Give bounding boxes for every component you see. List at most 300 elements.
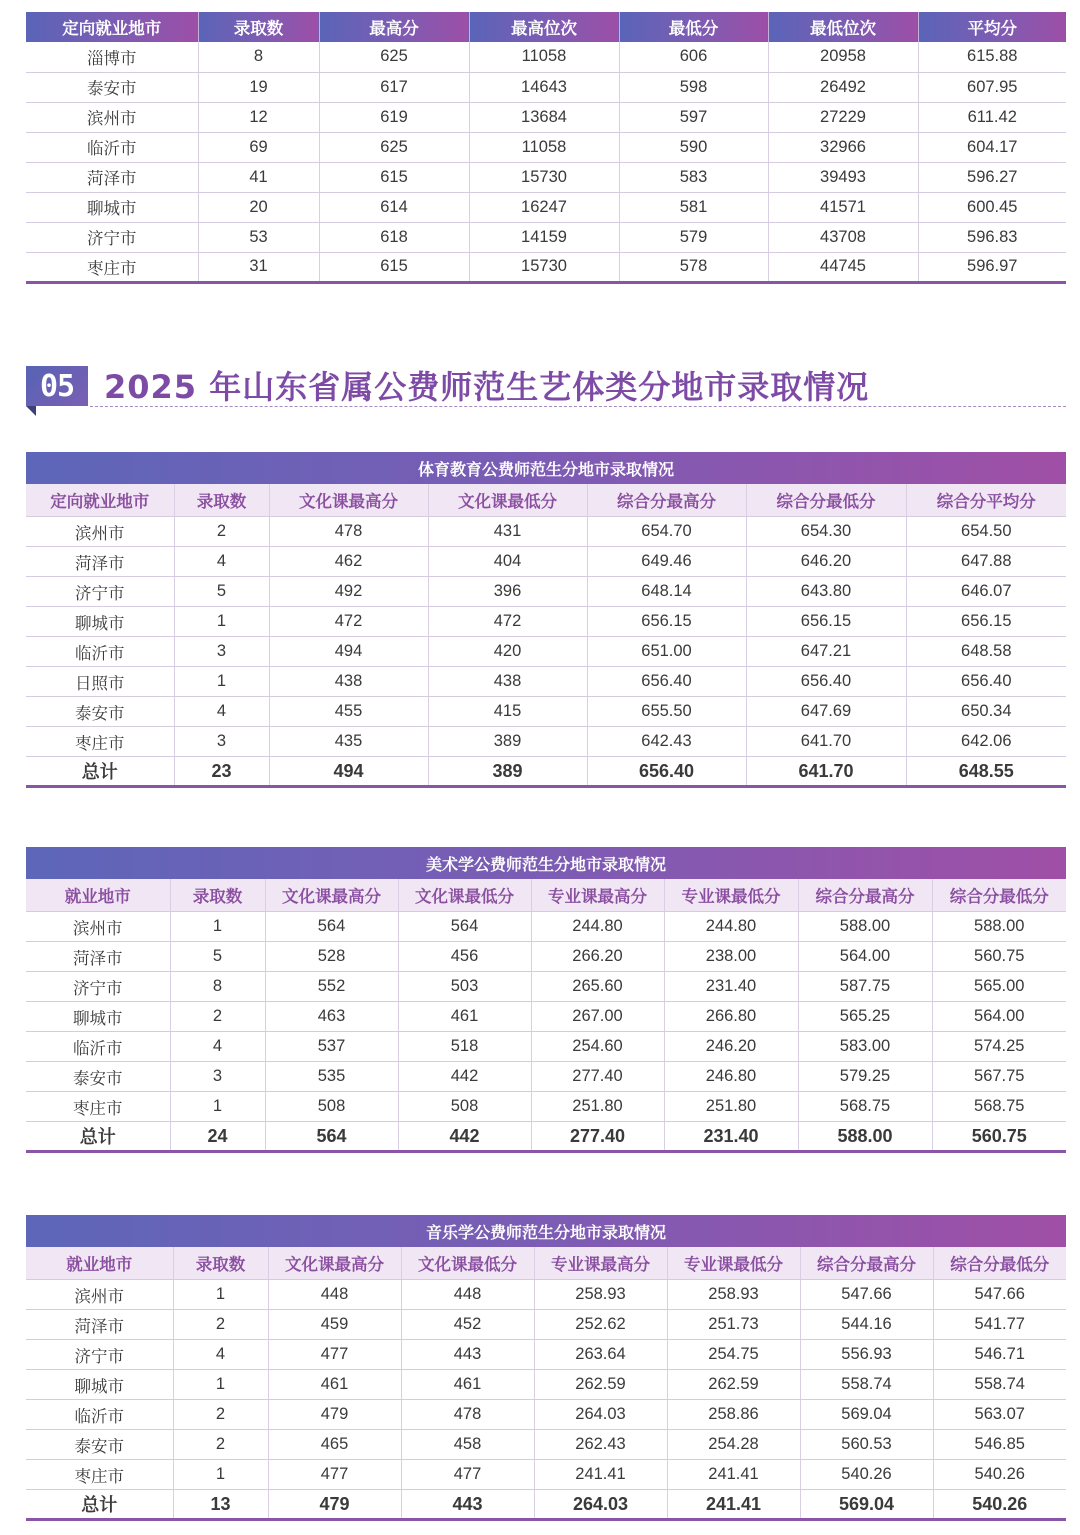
table-header-row [26,12,1066,42]
table-cell: 435 [269,727,428,757]
table-cell: 济宁市 [26,1340,173,1370]
table-row [26,252,1066,282]
table-cell: 656.15 [906,607,1066,637]
table-cell: 492 [269,577,428,607]
table-cell: 604.17 [918,132,1066,162]
table-cell: 滨州市 [26,517,174,547]
table-cell: 31 [198,252,319,282]
table-cell: 518 [398,1032,531,1062]
total-cell: 641.70 [746,757,906,787]
column-header: 最低分 [619,12,768,42]
total-cell: 443 [401,1490,534,1520]
total-cell: 564 [265,1122,398,1152]
total-row [26,1122,1066,1152]
table-cell: 560.75 [932,942,1066,972]
table-cell: 11058 [469,42,619,72]
column-header: 综合分最高分 [798,879,932,912]
total-cell: 656.40 [587,757,746,787]
table-cell: 1 [174,607,269,637]
total-cell: 277.40 [531,1122,664,1152]
table-cell: 656.15 [587,607,746,637]
total-cell: 560.75 [932,1122,1066,1152]
table-cell: 258.86 [667,1400,800,1430]
admission-table-music [26,1215,1066,1521]
table-cell: 583.00 [798,1032,932,1062]
column-header: 专业课最高分 [531,879,664,912]
column-header: 录取数 [174,484,269,517]
total-cell: 648.55 [906,757,1066,787]
table-header-row [26,879,1066,912]
table-cell: 565.00 [932,972,1066,1002]
table-row [26,697,1066,727]
table-cell: 258.93 [534,1280,667,1310]
column-header: 综合分最低分 [932,879,1066,912]
table-cell: 菏泽市 [26,162,198,192]
table-row [26,1092,1066,1122]
table-cell: 459 [268,1310,401,1340]
column-header: 专业课最低分 [667,1247,800,1280]
table-cell: 590 [619,132,768,162]
table-cell: 648.14 [587,577,746,607]
table-cell: 478 [401,1400,534,1430]
table-cell: 菏泽市 [26,942,170,972]
column-header: 最高位次 [469,12,619,42]
table-cell: 临沂市 [26,132,198,162]
badge-fold-decoration [26,406,36,416]
table-cell: 41 [198,162,319,192]
table-title: 音乐学公费师范生分地市录取情况 [26,1215,1066,1247]
table-row [26,667,1066,697]
table-cell: 262.59 [667,1370,800,1400]
table-cell: 2 [173,1430,268,1460]
total-cell: 479 [268,1490,401,1520]
table-cell: 12 [198,102,319,132]
table-cell: 541.77 [933,1310,1066,1340]
table-row [26,1430,1066,1460]
table-cell: 647.21 [746,637,906,667]
table-cell: 606 [619,42,768,72]
column-header: 综合分平均分 [906,484,1066,517]
table-cell: 477 [268,1340,401,1370]
table-row [26,192,1066,222]
table-cell: 临沂市 [26,1032,170,1062]
column-header: 专业课最低分 [664,879,798,912]
column-header: 录取数 [173,1247,268,1280]
table-cell: 241.41 [667,1460,800,1490]
table-cell: 588.00 [932,912,1066,942]
column-header: 最高分 [319,12,469,42]
table-cell: 647.69 [746,697,906,727]
table-cell: 540.26 [933,1460,1066,1490]
table-cell: 231.40 [664,972,798,1002]
section-heading [26,362,1066,418]
table-cell: 27229 [768,102,918,132]
table-cell: 41571 [768,192,918,222]
table-cell: 472 [428,607,587,637]
table-cell: 济宁市 [26,972,170,1002]
column-header: 平均分 [918,12,1066,42]
table-cell: 654.70 [587,517,746,547]
table-cell: 494 [269,637,428,667]
admission-table-general [26,12,1066,284]
table-cell: 579.25 [798,1062,932,1092]
table-cell: 547.66 [933,1280,1066,1310]
total-cell: 总计 [26,1490,173,1520]
total-cell: 442 [398,1122,531,1152]
table-cell: 267.00 [531,1002,664,1032]
table-row [26,42,1066,72]
table-cell: 临沂市 [26,637,174,667]
table-cell: 泰安市 [26,1430,173,1460]
total-cell: 总计 [26,757,174,787]
table-cell: 547.66 [800,1280,933,1310]
column-header: 录取数 [198,12,319,42]
table-cell: 8 [198,42,319,72]
table-cell: 济宁市 [26,577,174,607]
table-cell: 11058 [469,132,619,162]
table-cell: 546.85 [933,1430,1066,1460]
table-cell: 19 [198,72,319,102]
table-cell: 39493 [768,162,918,192]
table-cell: 415 [428,697,587,727]
table-cell: 滨州市 [26,102,198,132]
table-cell: 244.80 [531,912,664,942]
table-cell: 574.25 [932,1032,1066,1062]
table-cell: 5 [170,942,265,972]
table-cell: 465 [268,1430,401,1460]
table-cell: 461 [401,1370,534,1400]
table-cell: 614 [319,192,469,222]
table-row [26,972,1066,1002]
section-divider [90,406,1066,407]
table-cell: 5 [174,577,269,607]
table-cell: 菏泽市 [26,547,174,577]
table-cell: 滨州市 [26,912,170,942]
total-row [26,757,1066,787]
table-cell: 菏泽市 [26,1310,173,1340]
column-header: 文化课最低分 [401,1247,534,1280]
table-cell: 泰安市 [26,697,174,727]
table-cell: 642.43 [587,727,746,757]
table-cell: 438 [428,667,587,697]
table-cell: 1 [173,1280,268,1310]
table-cell: 246.20 [664,1032,798,1062]
table-row [26,577,1066,607]
table-row [26,547,1066,577]
table-row [26,727,1066,757]
table-cell: 587.75 [798,972,932,1002]
total-cell: 23 [174,757,269,787]
total-row [26,1490,1066,1520]
table-cell: 枣庄市 [26,727,174,757]
table-cell: 463 [265,1002,398,1032]
table-cell: 43708 [768,222,918,252]
table-row [26,1310,1066,1340]
table-row [26,102,1066,132]
column-header: 文化课最低分 [398,879,531,912]
table-cell: 448 [268,1280,401,1310]
table-cell: 588.00 [798,912,932,942]
column-header: 录取数 [170,879,265,912]
table-cell: 448 [401,1280,534,1310]
table-cell: 枣庄市 [26,252,198,282]
total-cell: 588.00 [798,1122,932,1152]
table-cell: 264.03 [534,1400,667,1430]
admission-table-art [26,847,1066,1153]
column-header: 专业课最高分 [534,1247,667,1280]
total-cell: 24 [170,1122,265,1152]
table-row [26,1370,1066,1400]
table-cell: 4 [174,547,269,577]
column-header: 综合分最高分 [800,1247,933,1280]
table-cell: 461 [398,1002,531,1032]
table-cell: 455 [269,697,428,727]
total-cell: 231.40 [664,1122,798,1152]
table-cell: 254.60 [531,1032,664,1062]
table-cell: 461 [268,1370,401,1400]
table-cell: 556.93 [800,1340,933,1370]
table-row [26,517,1066,547]
table-cell: 607.95 [918,72,1066,102]
table-cell: 598 [619,72,768,102]
table-cell: 14159 [469,222,619,252]
table-cell: 442 [398,1062,531,1092]
table-cell: 535 [265,1062,398,1092]
table-cell: 651.00 [587,637,746,667]
table-cell: 615 [319,162,469,192]
table-row [26,912,1066,942]
table-cell: 3 [174,727,269,757]
table-cell: 241.41 [534,1460,667,1490]
table-title: 体育教育公费师范生分地市录取情况 [26,452,1066,484]
table-row [26,132,1066,162]
table-cell: 478 [269,517,428,547]
table-row [26,637,1066,667]
column-header: 综合分最低分 [933,1247,1066,1280]
table-cell: 462 [269,547,428,577]
table-cell: 479 [268,1400,401,1430]
table-cell: 15730 [469,252,619,282]
column-header: 文化课最低分 [428,484,587,517]
total-cell: 264.03 [534,1490,667,1520]
table-cell: 564.00 [798,942,932,972]
table-cell: 244.80 [664,912,798,942]
table-cell: 544.16 [800,1310,933,1340]
table-cell: 淄博市 [26,42,198,72]
table-cell: 583 [619,162,768,192]
table-cell: 581 [619,192,768,222]
table-cell: 560.53 [800,1430,933,1460]
table-cell: 1 [170,912,265,942]
table-cell: 聊城市 [26,1002,170,1032]
table-cell: 656.15 [746,607,906,637]
table-cell: 546.71 [933,1340,1066,1370]
table-cell: 443 [401,1340,534,1370]
column-header: 综合分最低分 [746,484,906,517]
table-cell: 615.88 [918,42,1066,72]
total-cell: 总计 [26,1122,170,1152]
table-title: 美术学公费师范生分地市录取情况 [26,847,1066,879]
section-number-badge: 05 [26,366,88,406]
table-cell: 579 [619,222,768,252]
table-cell: 泰安市 [26,72,198,102]
table-cell: 聊城市 [26,192,198,222]
table-header-row [26,484,1066,517]
table-cell: 656.40 [746,667,906,697]
table-row [26,1002,1066,1032]
table-cell: 277.40 [531,1062,664,1092]
table-cell: 558.74 [933,1370,1066,1400]
column-header: 就业地市 [26,879,170,912]
table-cell: 540.26 [800,1460,933,1490]
table-row [26,942,1066,972]
table-cell: 564.00 [932,1002,1066,1032]
table-cell: 625 [319,132,469,162]
table-cell: 508 [265,1092,398,1122]
table-cell: 4 [173,1340,268,1370]
column-header: 综合分最高分 [587,484,746,517]
total-cell: 389 [428,757,587,787]
table-cell: 569.04 [800,1400,933,1430]
table-cell: 4 [174,697,269,727]
table-cell: 泰安市 [26,1062,170,1092]
table-cell: 641.70 [746,727,906,757]
table-cell: 647.88 [906,547,1066,577]
table-cell: 20958 [768,42,918,72]
table-cell: 26492 [768,72,918,102]
table-cell: 508 [398,1092,531,1122]
table-cell: 44745 [768,252,918,282]
column-header: 文化课最高分 [265,879,398,912]
total-cell: 241.41 [667,1490,800,1520]
table-cell: 枣庄市 [26,1092,170,1122]
table-cell: 396 [428,577,587,607]
table-cell: 265.60 [531,972,664,1002]
table-cell: 254.28 [667,1430,800,1460]
table-cell: 1 [174,667,269,697]
table-cell: 3 [174,637,269,667]
table-cell: 650.34 [906,697,1066,727]
table-cell: 济宁市 [26,222,198,252]
table-cell: 1 [170,1092,265,1122]
table-cell: 临沂市 [26,1400,173,1430]
section-title: 2025 年山东省属公费师范生艺体类分地市录取情况 [104,368,870,406]
table-cell: 643.80 [746,577,906,607]
table-cell: 568.75 [798,1092,932,1122]
table-cell: 528 [265,942,398,972]
table-row [26,162,1066,192]
table-cell: 456 [398,942,531,972]
column-header: 定向就业地市 [26,484,174,517]
table-cell: 251.80 [531,1092,664,1122]
table-row [26,1062,1066,1092]
table-cell: 649.46 [587,547,746,577]
table-cell: 16247 [469,192,619,222]
table-header-row [26,1247,1066,1280]
table-cell: 15730 [469,162,619,192]
table-cell: 2 [173,1400,268,1430]
table-cell: 654.30 [746,517,906,547]
table-cell: 646.20 [746,547,906,577]
table-cell: 258.93 [667,1280,800,1310]
table-cell: 477 [268,1460,401,1490]
total-cell: 494 [269,757,428,787]
table-cell: 503 [398,972,531,1002]
table-cell: 389 [428,727,587,757]
table-cell: 262.59 [534,1370,667,1400]
table-cell: 452 [401,1310,534,1340]
admission-table-pe [26,452,1066,788]
table-row [26,1460,1066,1490]
table-row [26,607,1066,637]
table-cell: 聊城市 [26,1370,173,1400]
table-cell: 8 [170,972,265,1002]
table-cell: 262.43 [534,1430,667,1460]
table-cell: 266.20 [531,942,664,972]
table-cell: 404 [428,547,587,577]
table-cell: 458 [401,1430,534,1460]
table-cell: 563.07 [933,1400,1066,1430]
table-cell: 13684 [469,102,619,132]
table-cell: 600.45 [918,192,1066,222]
table-cell: 552 [265,972,398,1002]
column-header: 文化课最高分 [268,1247,401,1280]
table-cell: 438 [269,667,428,697]
table-row [26,72,1066,102]
column-header: 定向就业地市 [26,12,198,42]
table-cell: 558.74 [800,1370,933,1400]
table-cell: 2 [173,1310,268,1340]
table-cell: 619 [319,102,469,132]
table-cell: 656.40 [906,667,1066,697]
table-cell: 597 [619,102,768,132]
table-cell: 4 [170,1032,265,1062]
column-header: 文化课最高分 [269,484,428,517]
table-cell: 477 [401,1460,534,1490]
table-row [26,1340,1066,1370]
table-row [26,1280,1066,1310]
table-cell: 472 [269,607,428,637]
table-cell: 53 [198,222,319,252]
table-cell: 246.80 [664,1062,798,1092]
table-cell: 611.42 [918,102,1066,132]
table-cell: 251.80 [664,1092,798,1122]
table-cell: 69 [198,132,319,162]
table-cell: 654.50 [906,517,1066,547]
table-cell: 618 [319,222,469,252]
table-cell: 254.75 [667,1340,800,1370]
table-cell: 20 [198,192,319,222]
table-cell: 567.75 [932,1062,1066,1092]
table-cell: 642.06 [906,727,1066,757]
table-cell: 日照市 [26,667,174,697]
table-cell: 617 [319,72,469,102]
table-cell: 238.00 [664,942,798,972]
table-row [26,1032,1066,1062]
table-cell: 1 [173,1460,268,1490]
total-cell: 569.04 [800,1490,933,1520]
table-cell: 2 [174,517,269,547]
table-row [26,1400,1066,1430]
table-cell: 266.80 [664,1002,798,1032]
table-cell: 615 [319,252,469,282]
column-header: 就业地市 [26,1247,173,1280]
table-cell: 564 [265,912,398,942]
table-cell: 32966 [768,132,918,162]
table-cell: 420 [428,637,587,667]
table-cell: 655.50 [587,697,746,727]
table-cell: 596.27 [918,162,1066,192]
